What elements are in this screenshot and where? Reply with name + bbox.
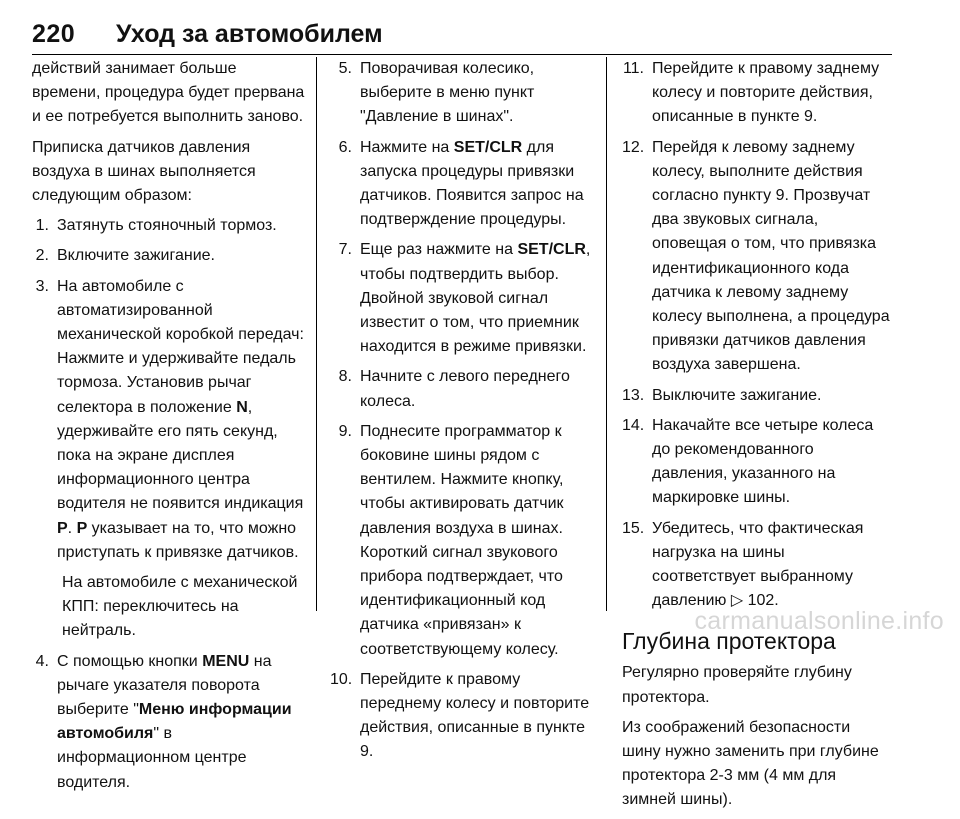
list-number: 8. — [338, 368, 352, 386]
page-header — [32, 14, 892, 55]
paragraph: Приписка датчиков давления воздуха в шинах выполняется следующим образом: — [32, 138, 256, 205]
list-item — [330, 238, 594, 359]
list-item — [32, 214, 308, 238]
column-3 — [622, 57, 890, 819]
list-text: Выключите зажигание. — [652, 386, 822, 404]
list-item — [330, 668, 594, 765]
page-number: 220 — [32, 20, 76, 48]
list-text: Начните с левого переднего колеса. — [360, 368, 570, 410]
list-item — [32, 650, 308, 795]
list-text: Поворачивая колесико, выберите в меню пункт "Давление в шинах". — [360, 60, 535, 126]
paragraph: Регулярно проверяйте глубину протектора. — [622, 664, 852, 706]
list-text: Накачайте все четыре колеса до рекомендованного давления, указанного на маркировке шины. — [652, 416, 874, 507]
list-item — [622, 136, 890, 378]
list-text: Убедитесь, что фактическая нагрузка на шины соответствует выбранному давлению ▷ 102. — [652, 519, 864, 610]
column-divider-1 — [316, 57, 317, 611]
list-number: 7. — [338, 241, 352, 259]
list-text: Поднесите программатор к боковине шины рядом с вентилем. Нажмите кнопку, чтобы активировать датчик давления воздуха в шинах. Короткий сигнал звукового прибора подтверждает, что идентификационный код датчика «привязан» к соответствующему колесу. — [360, 422, 564, 658]
column-1 — [32, 57, 308, 801]
list-item — [622, 384, 890, 408]
list-item — [622, 414, 890, 511]
list-number: 5. — [338, 60, 352, 77]
paragraph: действий занимает больше времени, процедура будет прервана и ее потребуется выполнить заново. — [32, 60, 305, 126]
list-text: На автомобиле с автоматизированной механической коробкой передач: Нажмите и удерживайте педаль тормоза. Установив рычаг селектора в положение N, удерживайте его пять секунд, пока на экране дисплея информационного центра водителя не появится индикация P. P указывает на то, что можно приступать к привязке датчиков. — [57, 277, 304, 561]
menu-label: Меню информации автомобиля — [57, 701, 292, 743]
list-number: 2. — [35, 247, 49, 265]
list-item — [622, 57, 890, 130]
list-text: Затянуть стояночный тормоз. — [57, 217, 277, 235]
list-number: 3. — [35, 277, 49, 295]
list-text: Еще раз нажмите на SET/CLR, чтобы подтвердить выбор. Двойной звуковой сигнал известит о том, что приемник находится в режиме привязки. — [360, 241, 591, 356]
key-label: P — [76, 519, 88, 537]
list-item — [622, 517, 890, 614]
list-item — [330, 365, 594, 413]
list-number: 11. — [622, 60, 644, 77]
list-number: 4. — [35, 652, 49, 670]
column-2 — [330, 57, 594, 771]
list-item — [32, 244, 308, 268]
list-number: 12. — [622, 138, 645, 156]
list-text: Нажмите на SET/CLR для запуска процедуры привязки датчиков. Появится запрос на подтверждение процедуры. — [360, 138, 584, 229]
list-number: 15. — [622, 519, 645, 537]
key-label: MENU — [202, 652, 250, 670]
section-heading: Глубина протектора — [622, 628, 836, 655]
list-number: 13. — [622, 386, 645, 404]
list-item — [32, 275, 308, 565]
key-label: P — [57, 519, 68, 537]
list-number: 14. — [622, 416, 645, 434]
list-item — [330, 136, 594, 233]
watermark: carmanualsonline.info — [694, 607, 944, 635]
list-text: Перейдя к левому заднему колесу, выполните действия согласно пункту 9. Прозвучат два звуковых сигнала, оповещая о том, что привязка идентификационного кода датчика к левому заднему колесу выполнена, а процедура привязки датчиков давления воздуха завершена. — [652, 138, 890, 374]
list-text: Перейдите к правому заднему колесу и повторите действия, описанные в пункте 9. — [652, 60, 880, 126]
paragraph: Из соображений безопасности шину нужно заменить при глубине протектора 2-3 мм (4 мм для зимней шины). — [622, 718, 879, 809]
list-number: 10. — [330, 670, 353, 688]
page-title: Уход за автомобилем — [116, 20, 383, 48]
list-item — [330, 57, 594, 130]
list-text: Включите зажигание. — [57, 247, 215, 265]
key-label: SET/CLR — [517, 241, 586, 259]
list-number: 1. — [35, 217, 49, 235]
key-label: N — [236, 398, 248, 416]
column-divider-2 — [606, 57, 607, 611]
list-subparagraph: На автомобиле с механической КПП: переключитесь на нейтраль. — [62, 574, 298, 640]
page-reference-icon: ▷ — [730, 592, 744, 610]
list-number: 6. — [338, 138, 352, 156]
key-label: SET/CLR — [453, 138, 523, 156]
list-text: Перейдите к правому переднему колесу и повторите действия, описанные в пункте 9. — [360, 670, 590, 761]
list-item — [330, 420, 594, 662]
list-text: С помощью кнопки MENU на рычаге указателя поворота выберите "Меню информации автомобиля" в информационном центре водителя. — [57, 652, 292, 791]
list-number: 9. — [338, 422, 352, 440]
